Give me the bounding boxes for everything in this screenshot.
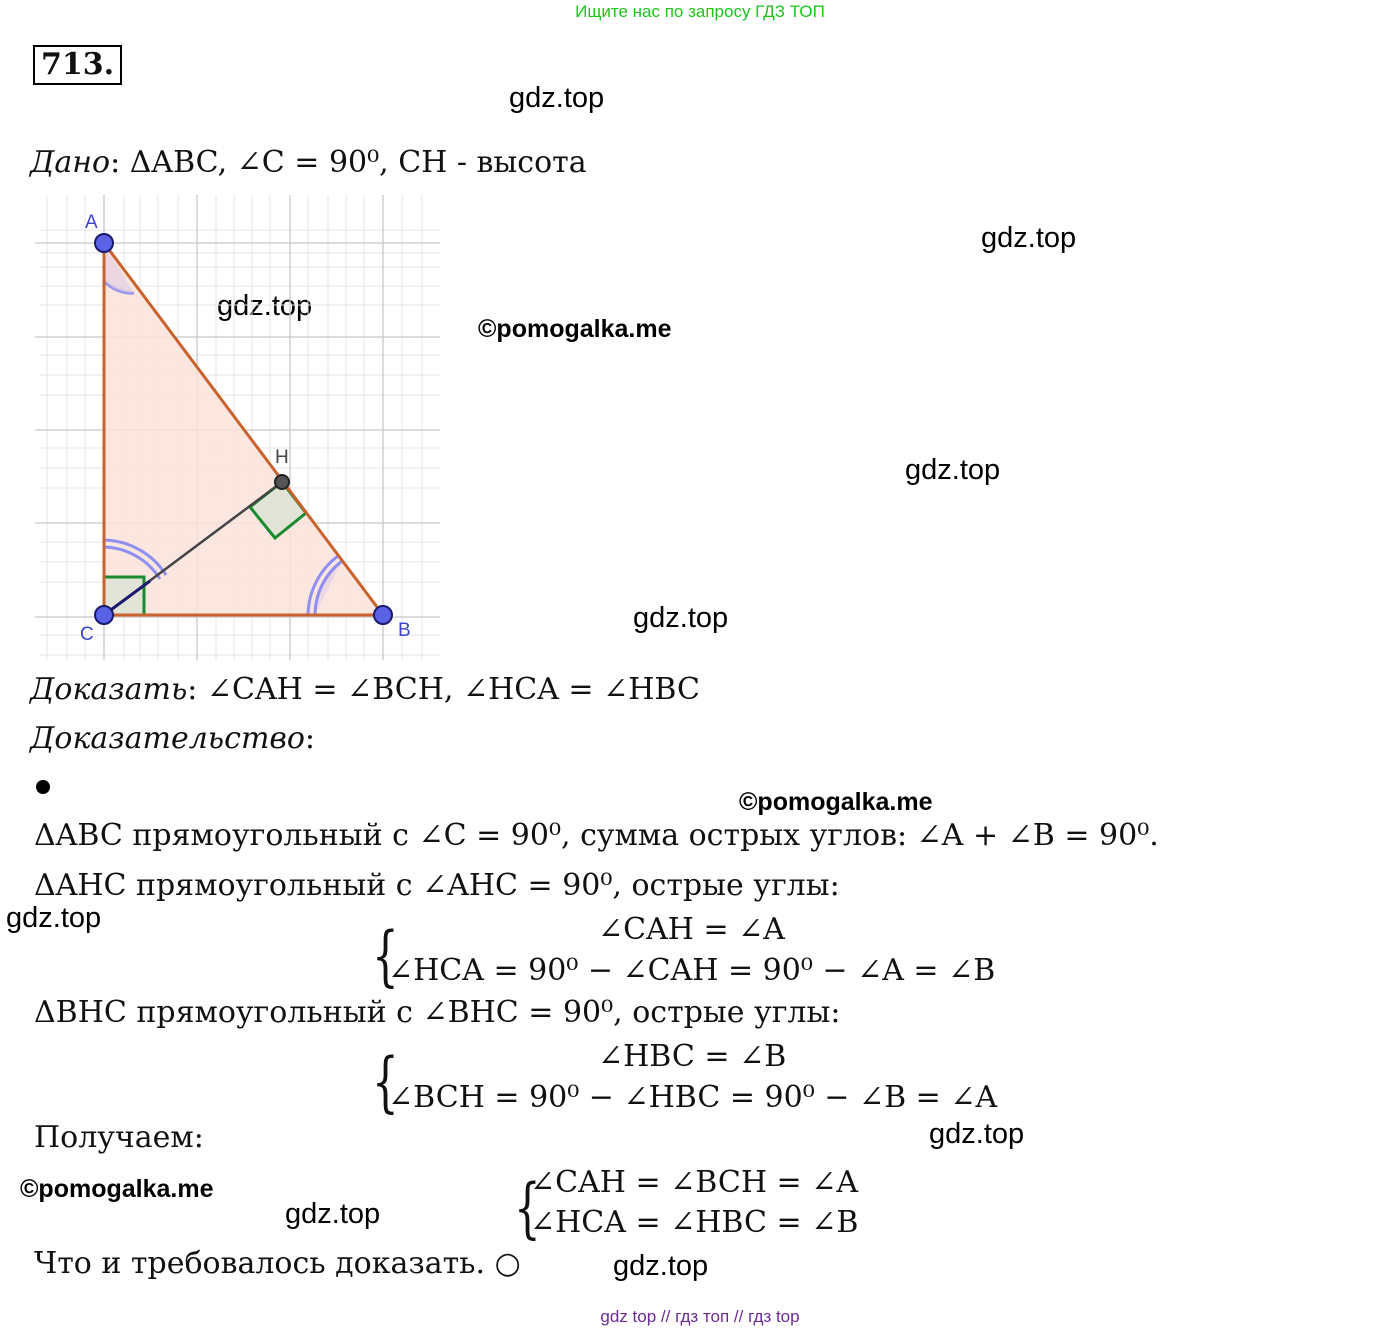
system-1-eq-2: ∠HCA = 90⁰ − ∠CAH = 90⁰ − ∠A = ∠B <box>388 953 996 988</box>
point-a <box>95 234 113 252</box>
watermark-text: gdz.top <box>633 602 729 634</box>
prove-label: Доказать <box>30 672 188 707</box>
copyright-watermark: ©pomogalka.me <box>478 315 672 343</box>
system-2-eq-1: ∠HBC = ∠B <box>598 1039 787 1074</box>
copyright-watermark: ©pomogalka.me <box>20 1175 214 1203</box>
label-h: H <box>275 447 289 468</box>
label-c: C <box>80 624 94 645</box>
brace-3: { <box>514 1169 541 1246</box>
proof-line-3: ΔBHC прямоугольный с ∠BHC = 90⁰, острые углы: <box>34 995 841 1030</box>
proof-line-2: ΔAHC прямоугольный с ∠AHC = 90⁰, острые углы: <box>34 868 840 903</box>
watermark-text: gdz.top <box>217 290 313 322</box>
watermark-text: gdz.top <box>509 82 605 114</box>
result-eq-1: ∠CAH = ∠BCH = ∠A <box>530 1165 858 1200</box>
proof-label: Доказательство <box>30 721 305 756</box>
prove-text: : ∠CAH = ∠BCH, ∠HCA = ∠HBC <box>187 672 700 707</box>
system-2-eq-2: ∠BCH = 90⁰ − ∠HBC = 90⁰ − ∠B = ∠A <box>388 1080 998 1115</box>
footer-links: gdz top // гдз топ // гдз top <box>600 1307 800 1326</box>
watermark-text: gdz.top <box>905 454 1001 486</box>
point-c <box>95 606 113 624</box>
point-h <box>275 475 289 489</box>
proof-line-1: ΔABC прямоугольный с ∠C = 90⁰, сумма острых углов: ∠A + ∠B = 90⁰. <box>34 818 1159 853</box>
problem-number: 713. <box>33 45 122 85</box>
system-1-eq-1: ∠CAH = ∠A <box>598 912 785 947</box>
top-banner: Ищите нас по запросу ГДЗ ТОП <box>575 2 825 21</box>
given-label: Дано <box>30 145 111 180</box>
copyright-watermark: ©pomogalka.me <box>739 788 933 816</box>
prove-line <box>30 672 700 707</box>
given-line <box>30 145 587 180</box>
result-eq-2: ∠HCA = ∠HBC = ∠B <box>530 1205 859 1240</box>
proof-line-4: Получаем: <box>34 1120 204 1155</box>
given-text: : ΔABC, ∠C = 90⁰, CH - высота <box>110 145 587 180</box>
watermark-text: gdz.top <box>285 1198 381 1230</box>
brace-1: { <box>372 917 399 994</box>
watermark-text: gdz.top <box>929 1118 1025 1150</box>
label-b: B <box>398 620 411 641</box>
brace-2: { <box>372 1043 399 1120</box>
point-b <box>374 606 392 624</box>
label-a: A <box>85 212 98 233</box>
watermark-text: gdz.top <box>981 222 1077 254</box>
bullet-icon <box>36 780 50 794</box>
watermark-text: gdz.top <box>6 902 102 934</box>
watermark-text: gdz.top <box>613 1250 709 1282</box>
proof-heading <box>30 721 315 756</box>
triangle-figure <box>30 190 450 670</box>
conclusion-line: Что и требовалось доказать. ○ <box>34 1246 521 1281</box>
proof-colon: : <box>304 721 316 756</box>
